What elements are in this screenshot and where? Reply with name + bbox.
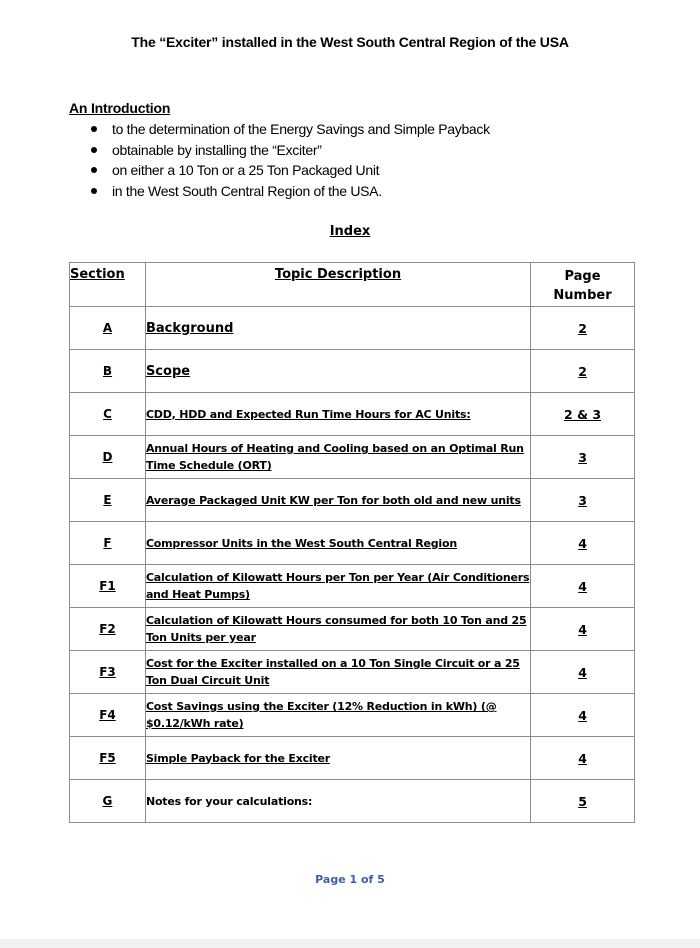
row-topic-description: Cost for the Exciter installed on a 10 Ton Single Circuit or a 25 Ton Dual Circuit Unit xyxy=(145,651,530,694)
row-page-number: 2 xyxy=(531,350,635,393)
row-section-code: D xyxy=(70,436,146,479)
page-bottom-edge xyxy=(0,939,700,948)
row-topic-description: Simple Payback for the Exciter xyxy=(145,737,530,780)
row-topic-description: Cost Savings using the Exciter (12% Reduction in kWh) (@ $0.12/kWh rate) xyxy=(145,694,530,737)
introduction-heading: An Introduction xyxy=(69,100,171,116)
bullet-text: to the determination of the Energy Savings and Simple Payback xyxy=(112,121,490,137)
row-section-code: B xyxy=(70,350,146,393)
page-footer-label: Page 1 of 5 xyxy=(315,873,385,886)
row-page-number: 4 xyxy=(531,565,635,608)
row-page-number: 2 xyxy=(531,307,635,350)
table-row xyxy=(70,479,635,522)
row-page-number: 3 xyxy=(531,436,635,479)
table-row xyxy=(70,737,635,780)
row-topic-description: Background xyxy=(145,307,530,350)
section-column-header: Section xyxy=(70,263,146,307)
row-topic-description: Calculation of Kilowatt Hours consumed for both 10 Ton and 25 Ton Units per year xyxy=(145,608,530,651)
table-row xyxy=(70,436,635,479)
row-section-code: A xyxy=(70,307,146,350)
index-table xyxy=(69,262,635,823)
table-row xyxy=(70,608,635,651)
table-row xyxy=(70,393,635,436)
row-section-code: F xyxy=(70,522,146,565)
row-topic-description: Average Packaged Unit KW per Ton for both old and new units xyxy=(145,479,530,522)
row-section-code: E xyxy=(70,479,146,522)
row-topic-description: Notes for your calculations: xyxy=(145,780,530,823)
row-topic-description: Annual Hours of Heating and Cooling based on an Optimal Run Time Schedule (ORT) xyxy=(145,436,530,479)
bullet-dot-icon xyxy=(91,147,97,153)
row-section-code: F2 xyxy=(70,608,146,651)
row-page-number: 2 & 3 xyxy=(531,393,635,436)
row-section-code: F3 xyxy=(70,651,146,694)
table-row xyxy=(70,651,635,694)
topic-column-header: Topic Description xyxy=(145,263,530,307)
index-table-header-row xyxy=(70,263,635,307)
row-page-number: 4 xyxy=(531,651,635,694)
table-row xyxy=(70,307,635,350)
bullet-dot-icon xyxy=(91,188,97,194)
row-page-number: 4 xyxy=(531,522,635,565)
bullet-text: in the West South Central Region of the USA. xyxy=(112,182,382,199)
row-page-number: 5 xyxy=(531,780,635,823)
table-row xyxy=(70,350,635,393)
row-section-code: G xyxy=(70,780,146,823)
bullet-dot-icon xyxy=(91,126,97,132)
table-row xyxy=(70,694,635,737)
table-row xyxy=(70,522,635,565)
bullet-text: on either a 10 Ton or a 25 Ton Packaged Unit xyxy=(112,162,380,178)
document-title: The “Exciter” installed in the West South Central Region of the USA xyxy=(131,34,569,50)
row-page-number: 4 xyxy=(531,694,635,737)
row-section-code: C xyxy=(70,393,146,436)
row-page-number: 4 xyxy=(531,737,635,780)
row-section-code: F4 xyxy=(70,694,146,737)
row-page-number: 3 xyxy=(531,479,635,522)
table-row xyxy=(70,780,635,823)
page-number-column-header xyxy=(531,263,635,307)
row-section-code: F5 xyxy=(70,737,146,780)
introduction-bullet-item xyxy=(69,181,629,202)
introduction-section xyxy=(69,100,629,201)
introduction-bullet-item xyxy=(69,160,629,181)
page-number-header-text: Page Number xyxy=(553,269,612,303)
row-topic-description: CDD, HDD and Expected Run Time Hours for AC Units: xyxy=(145,393,530,436)
table-row xyxy=(70,565,635,608)
row-page-number: 4 xyxy=(531,608,635,651)
row-topic-description: Compressor Units in the West South Central Region xyxy=(145,522,530,565)
bullet-dot-icon xyxy=(91,167,97,173)
row-topic-description: Scope xyxy=(145,350,530,393)
introduction-bullet-item xyxy=(69,140,629,161)
introduction-bullet-item xyxy=(69,119,629,140)
row-section-code: F1 xyxy=(70,565,146,608)
introduction-bullet-list xyxy=(69,119,629,201)
index-heading: Index xyxy=(329,224,371,239)
row-topic-description: Calculation of Kilowatt Hours per Ton per Year (Air Conditioners and Heat Pumps) xyxy=(145,565,530,608)
bullet-text: obtainable by installing the “Exciter” xyxy=(112,141,322,158)
